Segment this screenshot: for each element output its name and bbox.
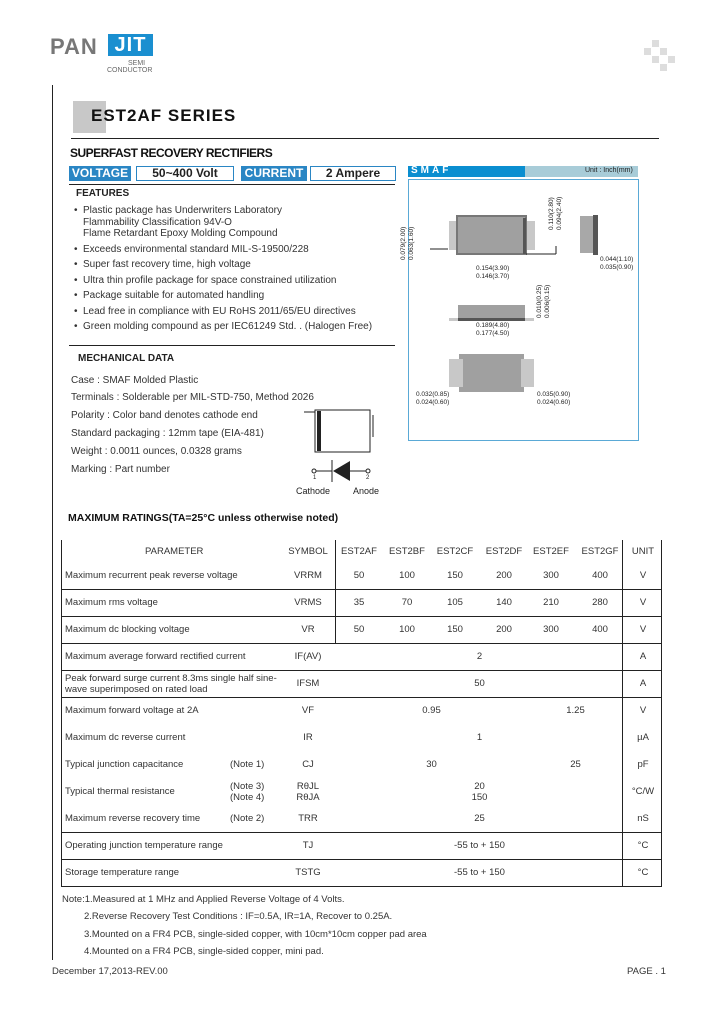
header-est2cf: EST2CF [436, 546, 474, 557]
row-divider [61, 886, 662, 887]
badge-divider [69, 184, 395, 185]
datasheet-page: PAN JIT SEMI CONDUCTOR EST2AF SERIES SUPERFAST RECOVERY RECTIFIERS VOLTAGE 50~400 Volt CURRENT 2 Ampere FEATURES • Plastic package has Underwriters Laboratory Flammability Classification 94V-O Flame Retardant Epoxy Molding Compound • Exceeds environmental standard MIL-S-19500/228 • Super fast recovery time, high voltage • Ultra thin profile package for space constrained utilization • Package suitable for automated handling • Lead free in compliance with EU RoHS 2011/65/EU directives • Green molding compound as per IEC61249 Std. . (Halogen Free) MECHANICAL DATA Case : SMAF Molded Plastic Terminals : Solderable per MIL-STD-750, Method 2026 Polarity : Color band denotes cathode end Standard packaging : 12mm tape (EIA-481) Weight : 0.0011 ounces, 0.0328 grams Marking : Part number 1 2 Cathode Anode SMAF Unit : Inch(mm) 0.154(3.90) 0.146(3.70) 0.044(1.10) 0.035(0.90) 0.189(4.80) 0.177(4.50) 0.032(0.85) 0.024(0.60) 0.035(0.90) 0.024(0.60) 0.079(2.00) 0.063(1.60) 0.110(2.80) 0.094(2.40) 0.010(0.25) 0.006(0.15) MAXIMUM RATINGS(TA=25°C unless otherwise noted) PARAMETER SYMBOL EST2AF EST2BF EST2CF EST2DF EST2EF EST2GF UNIT Maximum recurrent peak reverse voltage VRRM 50 100 150 200 300 400 V Maximum rms voltage VRMS 35 70 105 140 210 280 V Maximum dc blocking voltage VR 50 100 150 200 300 400 V Maximum average forward rectified current IF(AV) 2 A Peak forward surge current 8.3ms single half sine- wave superimposed on rated load IFSM 50 A Maximum forward voltage at 2A VF 0.95 1.25 V Maximum dc reverse current IR 1 µA Typical junction capacitance (Note 1) CJ 30 25 pF Typical thermal resistance (Note 3) (Note 4) RθJL RθJA 20 150 °C/W Maximum reverse recovery time (Note 2) TRR 25 nS Operating junction temperature range TJ -55 to + 150 °C Storage temperature range TSTG -55 to + 150 °C Note:1.Measured at 1 MHz and Applied Reverse Voltage of 4 Volts. 2.Reverse Recovery Test Conditions : IF=0.5A, IR=1A, Recover to 0.25A. 3.Mounted on a FR4 PCB, single-sided copper, with 10cm*10cm copper pad area 4.Mounted on a FR4 PCB, single-sided copper, mini pad. December 17,2013-REV.00 PAGE . 1 [0, 0, 720, 1012]
feature-item: • Lead free in compliance with EU RoHS 2011/65/EU directives [74, 305, 356, 317]
row-value: 300 [543, 570, 559, 581]
polarity-diagram [300, 400, 390, 500]
row-unit: V [639, 624, 647, 635]
footer-page: PAGE . 1 [627, 966, 666, 977]
row-parameter: Typical junction capacitance [65, 759, 184, 770]
mech-marking: Marking : Part number [71, 464, 170, 475]
row-value: 2 [476, 651, 483, 662]
anode-label: Anode [353, 486, 380, 496]
row-note: (Note 4) [230, 792, 265, 803]
mech-polarity: Polarity : Color band denotes cathode end [71, 410, 258, 421]
feature-item: • Exceeds environmental standard MIL-S-19500/228 [74, 243, 309, 255]
logo-jit: JIT [108, 34, 153, 56]
row-parameter: Maximum dc blocking voltage [65, 624, 190, 635]
left-margin-line [52, 85, 53, 960]
row-symbol: VF [301, 705, 315, 716]
note-1: Note:1.Measured at 1 MHz and Applied Reverse Voltage of 4 Volts. [62, 894, 345, 905]
row-unit: nS [637, 813, 649, 824]
row-value: 100 [399, 624, 415, 635]
table-border-left [61, 540, 62, 886]
row-value: 210 [543, 597, 559, 608]
row-symbol: VRRM [294, 570, 322, 581]
row-value: 200 [496, 570, 512, 581]
header-unit: UNIT [631, 546, 655, 557]
header-parameter: PARAMETER [145, 546, 204, 557]
row-value: 35 [353, 597, 365, 608]
row-value: 200 [496, 624, 512, 635]
row-symbol: VR [301, 624, 315, 635]
pin2-label: 2 [366, 475, 370, 481]
row-parameter-cont: wave superimposed on rated load [65, 684, 208, 695]
row-value: -55 to + 150 [454, 867, 505, 878]
row-value: 30 [426, 759, 437, 770]
mech-weight: Weight : 0.0011 ounces, 0.0328 grams [71, 446, 242, 457]
row-unit: A [639, 678, 647, 689]
logo-sub1: SEMI [128, 60, 146, 67]
row-unit: A [639, 651, 647, 662]
current-value: 2 Ampere [310, 166, 396, 181]
subtitle: SUPERFAST RECOVERY RECTIFIERS [70, 146, 273, 160]
row-parameter: Maximum average forward rectified current [65, 651, 246, 662]
diode-symbol-icon [333, 461, 350, 481]
row-value: 20 [474, 781, 485, 792]
header-est2af: EST2AF [341, 546, 377, 557]
row-unit: V [639, 597, 647, 608]
header-symbol: SYMBOL [288, 546, 328, 557]
row-symbol: TRR [298, 813, 318, 824]
header-est2bf: EST2BF [389, 546, 425, 557]
row-symbol: TSTG [295, 867, 321, 878]
voltage-value: 50~400 Volt [136, 166, 234, 181]
row-divider [61, 859, 662, 860]
row-parameter: Maximum rms voltage [65, 597, 158, 608]
row-value: 0.95 [422, 705, 441, 716]
row-symbol: VRMS [294, 597, 322, 608]
row-value: 1 [476, 732, 483, 743]
header-est2df: EST2DF [485, 546, 523, 557]
feature-item: • Plastic package has Underwriters Laboratory Flammability Classification 94V-O Flame Retardant Epoxy Molding Compound [74, 205, 282, 239]
row-parameter: Operating junction temperature range [65, 840, 223, 851]
note-3: 3.Mounted on a FR4 PCB, single-sided copper, with 10cm*10cm copper pad area [84, 929, 427, 940]
feature-item: • Super fast recovery time, high voltage [74, 259, 251, 270]
row-value: 50 [353, 624, 365, 635]
row-parameter: Peak forward surge current 8.3ms single half sine- [65, 673, 277, 684]
row-divider [61, 643, 662, 644]
features-heading: FEATURES [76, 188, 130, 199]
title-divider [71, 138, 659, 139]
note-4: 4.Mounted on a FR4 PCB, single-sided copper, mini pad. [84, 946, 324, 957]
row-value: -55 to + 150 [454, 840, 505, 851]
mech-case: Case : SMAF Molded Plastic [71, 375, 199, 386]
row-value: 280 [592, 597, 608, 608]
row-value: 400 [592, 570, 608, 581]
cathode-label: Cathode [296, 486, 331, 496]
row-note: (Note 1) [230, 759, 265, 770]
mechanical-heading: MECHANICAL DATA [78, 353, 175, 364]
row-value: 150 [471, 792, 488, 803]
row-value: 150 [447, 570, 463, 581]
current-label: CURRENT [241, 166, 307, 181]
row-parameter: Maximum reverse recovery time [65, 813, 201, 824]
row-note: (Note 3) [230, 781, 265, 792]
row-parameter: Maximum forward voltage at 2A [65, 705, 199, 716]
row-symbol: RθJA [296, 792, 320, 803]
row-unit: V [639, 570, 647, 581]
mech-terminals: Terminals : Solderable per MIL-STD-750, Method 2026 [71, 392, 314, 403]
row-parameter: Typical thermal resistance [65, 786, 175, 797]
package-unit: Unit : Inch(mm) [585, 167, 633, 174]
mech-packaging: Standard packaging : 12mm tape (EIA-481) [71, 428, 264, 439]
row-value: 25 [570, 759, 581, 770]
row-value: 105 [447, 597, 463, 608]
row-value: 400 [592, 624, 608, 635]
voltage-label: VOLTAGE [69, 166, 131, 181]
row-unit: pF [637, 759, 649, 770]
row-value: 50 [353, 570, 365, 581]
row-value: 50 [474, 678, 485, 689]
feature-item: • Green molding compound as per IEC61249 Std. . (Halogen Free) [74, 321, 373, 332]
row-value: 25 [474, 813, 485, 824]
row-value: 150 [447, 624, 463, 635]
row-divider [61, 832, 662, 833]
row-unit: µA [637, 732, 649, 743]
ratings-heading: MAXIMUM RATINGS(TA=25°C unless otherwise noted) [68, 512, 339, 524]
features-list [74, 205, 372, 337]
footer-date: December 17,2013-REV.00 [52, 966, 168, 977]
row-value: 300 [543, 624, 559, 635]
row-symbol: RθJL [296, 781, 320, 792]
row-divider [61, 589, 662, 590]
header-est2gf: EST2GF [581, 546, 619, 557]
row-divider [61, 697, 662, 698]
row-symbol: IR [303, 732, 313, 743]
row-value: 100 [399, 570, 415, 581]
row-symbol: IFSM [296, 678, 320, 689]
row-unit: V [639, 705, 647, 716]
row-parameter: Storage temperature range [65, 867, 180, 878]
row-parameter: Maximum dc reverse current [65, 732, 186, 743]
row-value: 70 [401, 597, 413, 608]
logo-pan: PAN [50, 34, 98, 59]
row-note: (Note 2) [230, 813, 265, 824]
row-symbol: CJ [302, 759, 314, 770]
package-outline-drawing [400, 160, 650, 440]
note-2: 2.Reverse Recovery Test Conditions : IF=0.5A, IR=1A, Recover to 0.25A. [84, 911, 393, 922]
row-value: 140 [496, 597, 512, 608]
row-value: 1.25 [566, 705, 585, 716]
row-divider [61, 670, 662, 671]
package-name: SMAF [411, 165, 452, 176]
page-title: EST2AF SERIES [91, 106, 237, 125]
feature-item: • Package suitable for automated handling [74, 290, 265, 301]
row-unit: °C/W [631, 786, 655, 797]
row-unit: °C [637, 867, 649, 878]
mech-divider [69, 345, 395, 346]
row-symbol: IF(AV) [294, 651, 322, 662]
row-divider [61, 616, 662, 617]
row-symbol: TJ [302, 840, 314, 851]
pin1-label: 1 [313, 475, 317, 481]
row-parameter: Maximum recurrent peak reverse voltage [65, 570, 238, 581]
row-unit: °C [637, 840, 649, 851]
logo-sub2: CONDUCTOR [107, 67, 153, 74]
header-est2ef: EST2EF [533, 546, 569, 557]
feature-item: • Ultra thin profile package for space constrained utilization [74, 274, 337, 286]
